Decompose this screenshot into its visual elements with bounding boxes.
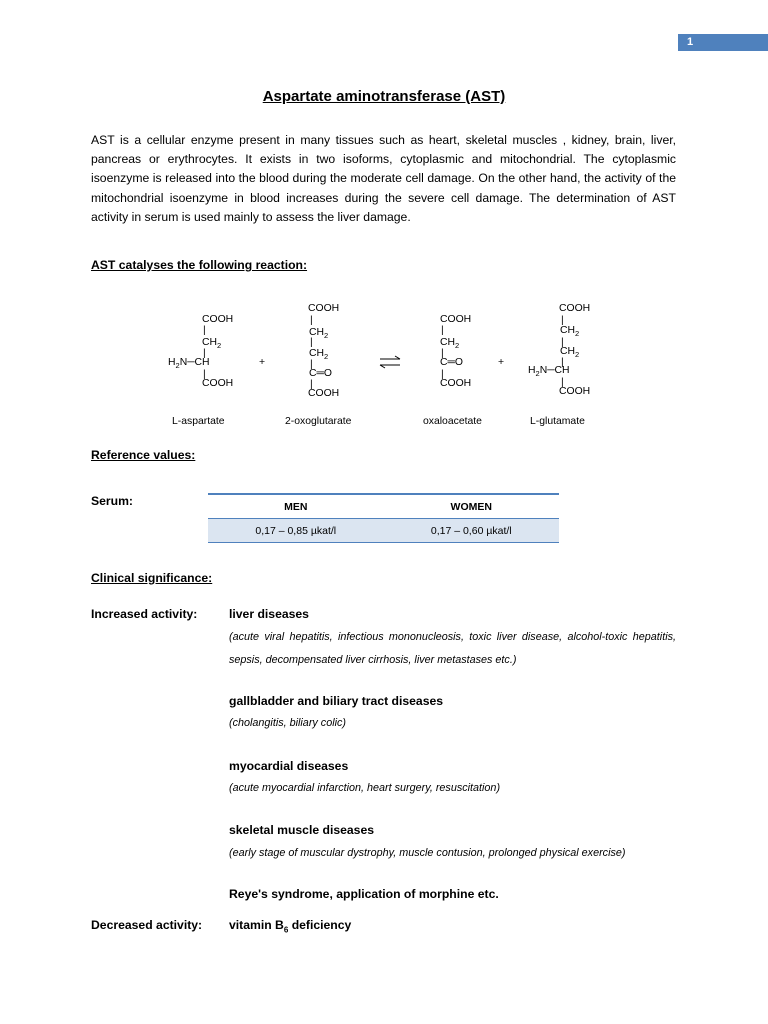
svg-text:CH2: $CH_2$ <box>202 337 222 350</box>
svg-text:|: | <box>441 369 444 380</box>
disease-name: liver diseases <box>229 607 309 621</box>
disease-examples: (early stage of muscular dystrophy, muscle contusion, prolonged physical exercise) <box>229 847 626 859</box>
intro-text: AST is a cellular enzyme present in many tissues such as heart, skeletal muscles , kidney, brain, liver, pancreas or erythrocytes. It exists in two isoforms, cytoplasmic and mitochondrial. The cytoplasmic isoenzyme is released into the blood during the moderate cell damage. On the other hand, the activity of the mitochondrial isoenzyme in blood increases during the severe cell damage. The determination of AST activity in serum is used mainly to assess the liver damage. <box>91 133 676 224</box>
svg-text:COOH: COOH <box>308 388 340 399</box>
header-women: WOMEN <box>384 494 560 519</box>
reaction-heading: AST catalyses the following reaction: <box>91 258 308 272</box>
l-glutamate-structure <box>528 303 590 397</box>
svg-text:CH2: $CH_2$ <box>309 348 329 361</box>
increased-activity-label: Increased activity: <box>91 607 198 621</box>
svg-text:H2N─CH: $H_2N─CH$ <box>168 357 210 370</box>
table-header-row <box>208 494 559 519</box>
clinical-heading: Clinical significance: <box>91 571 213 585</box>
intro-paragraph <box>91 131 676 227</box>
header-men: MEN <box>208 494 384 519</box>
svg-text:|: | <box>310 315 313 326</box>
value-men: 0,17 – 0,85 µkat/l <box>208 519 384 543</box>
svg-text:COOH: COOH <box>202 378 234 389</box>
svg-text:C═O: C═O <box>440 357 463 368</box>
value-women: 0,17 – 0,60 µkat/l <box>384 519 560 543</box>
svg-text:|: | <box>310 359 313 370</box>
svg-text:COOH: COOH <box>559 303 591 314</box>
oxaloacetate-structure <box>440 314 471 389</box>
reference-values-table <box>208 493 559 543</box>
page-title <box>0 88 768 105</box>
svg-text:|: | <box>203 325 206 336</box>
decreased-prefix: vitamin B <box>229 918 284 932</box>
disease-name: skeletal muscle diseases <box>229 823 374 837</box>
plus-sign: + <box>259 357 266 368</box>
disease-examples: (acute viral hepatitis, infectious mononucleosis, toxic liver disease, alcohol-toxic hepatitis, sepsis, decompensated liver cirrhosis, liver metastases etc.) <box>229 631 676 666</box>
decreased-subscript: 6 <box>283 925 289 935</box>
svg-text:|: | <box>561 315 564 326</box>
reference-heading: Reference values: <box>91 448 196 462</box>
svg-text:CH2: $CH_2$ <box>560 346 580 359</box>
plus-sign: + <box>498 357 505 368</box>
svg-text:CH2: $CH_2$ <box>309 327 329 340</box>
equilibrium-arrow-icon <box>380 356 400 368</box>
compound-label: L-glutamate <box>530 416 585 427</box>
svg-text:COOH: COOH <box>202 314 234 325</box>
svg-text:COOH: COOH <box>440 378 472 389</box>
compound-label: 2-oxoglutarate <box>285 416 352 427</box>
svg-text:|: | <box>203 348 206 359</box>
other-causes: Reye's syndrome, application of morphine etc. <box>229 887 499 901</box>
svg-text:|: | <box>203 369 206 380</box>
l-aspartate-structure <box>168 314 233 389</box>
disease-name: gallbladder and biliary tract diseases <box>229 694 444 708</box>
svg-text:|: | <box>561 357 564 368</box>
disease-examples: (cholangitis, biliary colic) <box>229 717 347 729</box>
serum-label: Serum: <box>91 494 133 508</box>
2-oxoglutarate-structure <box>308 303 339 399</box>
page-number-badge: 1 <box>678 34 768 51</box>
svg-text:COOH: COOH <box>440 314 472 325</box>
compound-label: L-aspartate <box>172 416 225 427</box>
svg-text:|: | <box>561 337 564 348</box>
svg-text:H2N─CH: $H_2N─CH$ <box>528 365 570 378</box>
svg-text:|: | <box>441 348 444 359</box>
svg-text:CH2: $CH_2$ <box>440 337 460 350</box>
svg-text:|: | <box>310 337 313 348</box>
decreased-cause <box>229 918 351 934</box>
disease-examples: (acute myocardial infarction, heart surgery, resuscitation) <box>229 782 501 794</box>
svg-text:CH2: $CH_2$ <box>560 325 580 338</box>
table-row <box>208 519 559 543</box>
svg-text:COOH: COOH <box>308 303 340 314</box>
svg-text:|: | <box>441 325 444 336</box>
decreased-suffix: deficiency <box>288 918 352 932</box>
svg-text:|: | <box>310 379 313 390</box>
svg-text:C═O: C═O <box>309 368 332 379</box>
decreased-activity-label: Decreased activity: <box>91 918 203 932</box>
svg-text:COOH: COOH <box>559 386 591 397</box>
compound-label: oxaloacetate <box>423 416 482 427</box>
reaction-scheme <box>160 292 610 432</box>
disease-name: myocardial diseases <box>229 759 349 773</box>
title-text: Aspartate aminotransferase (AST) <box>262 88 506 105</box>
svg-text:|: | <box>561 377 564 388</box>
